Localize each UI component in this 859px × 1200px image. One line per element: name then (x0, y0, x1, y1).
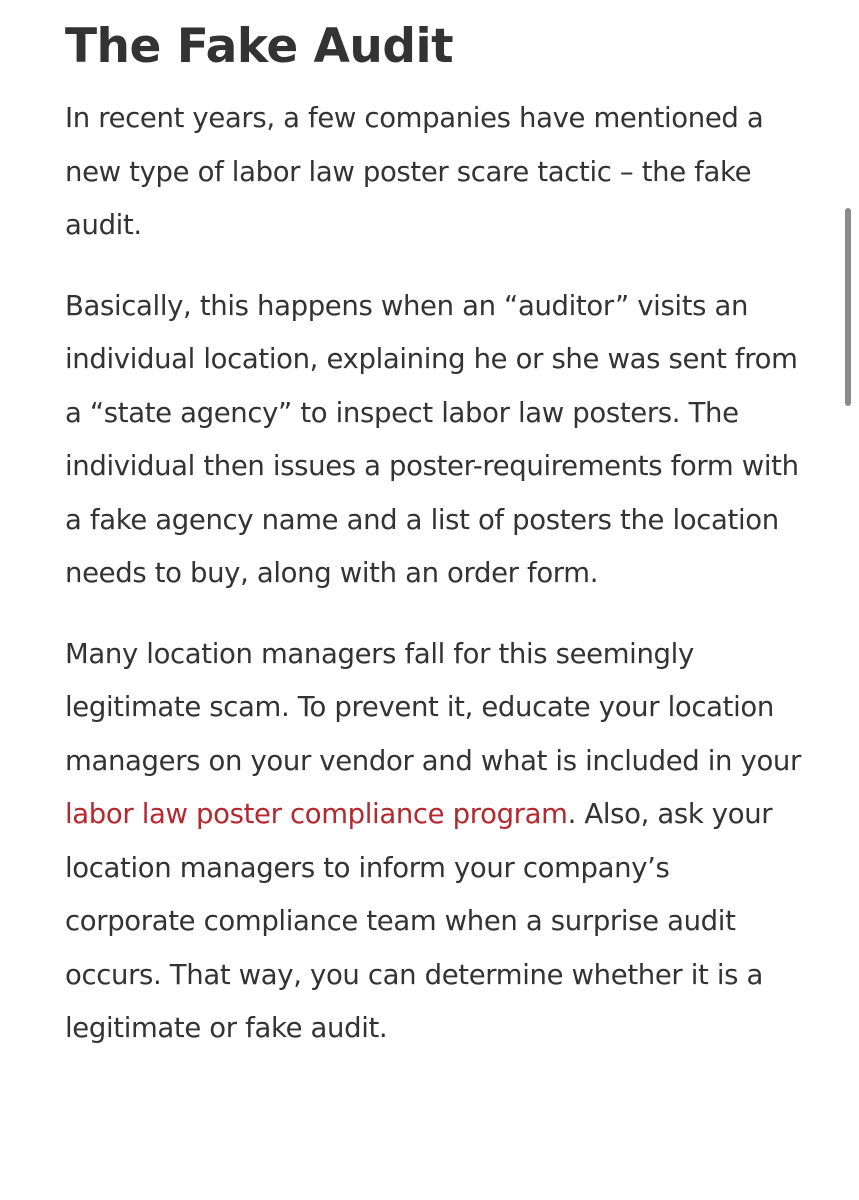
paragraph-description: Basically, this happens when an “auditor” visits an individual location, explaining he or she was sent from a “state agency” to inspect labor law posters. The individual then issues a poster-requirements form with a fake agency name and a list of posters the location needs to buy, along with an order form. (65, 289, 799, 589)
paragraph-intro: In recent years, a few companies have mentioned a new type of labor law poster scare tactic – the fake audit. (65, 102, 764, 241)
paragraph-prevention-text-after: . Also, ask your location managers to inform your company’s corporate compliance team when a surprise audit occurs. That way, you can determine whether it is a legitimate or fake audit. (65, 798, 773, 1044)
article-body (65, 12, 805, 1083)
section-heading: The Fake Audit (65, 19, 454, 74)
paragraph-prevention (65, 628, 805, 1056)
vertical-scrollbar[interactable] (845, 208, 851, 406)
compliance-program-link[interactable]: labor law poster compliance program (65, 798, 568, 830)
paragraph-prevention-text-before: Many location managers fall for this seemingly legitimate scam. To prevent it, educate your location managers on your vendor and what is included in your (65, 637, 801, 777)
